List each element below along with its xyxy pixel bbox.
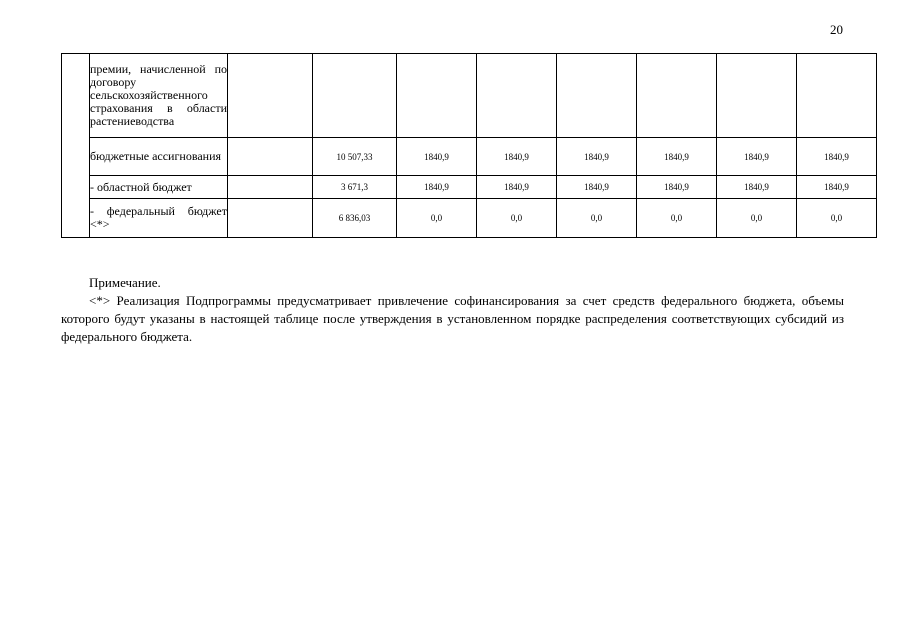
value-cell: 1840,9 — [797, 176, 877, 199]
value-cell — [797, 54, 877, 138]
table-row — [62, 54, 877, 138]
value-cell — [557, 54, 637, 138]
footnote-text: <*> Реализация Подпрограммы предусматривает привлечение софинансирования за счет средств федерального бюджета, объемы которого будут указаны в настоящей таблице после утверждения в установленном порядке распределения соответствующих субсидий из федерального бюджета. — [61, 293, 844, 344]
row-group-cell — [62, 54, 90, 238]
value-cell: 0,0 — [717, 199, 797, 238]
footnote-title: Примечание. — [89, 275, 161, 290]
value-cell: 6 836,03 — [313, 199, 397, 238]
blank-cell — [228, 138, 313, 176]
page-number: 20 — [830, 22, 843, 37]
value-cell: 1840,9 — [477, 176, 557, 199]
blank-cell — [228, 54, 313, 138]
value-cell — [717, 54, 797, 138]
value-cell: 1840,9 — [557, 176, 637, 199]
blank-cell — [228, 199, 313, 238]
row-label: бюджетные ассигнования — [90, 138, 228, 176]
value-cell: 0,0 — [557, 199, 637, 238]
value-cell: 1840,9 — [397, 138, 477, 176]
value-cell: 1840,9 — [637, 138, 717, 176]
value-cell — [397, 54, 477, 138]
value-cell: 0,0 — [477, 199, 557, 238]
value-cell: 0,0 — [397, 199, 477, 238]
value-cell: 3 671,3 — [313, 176, 397, 199]
budget-table — [61, 53, 877, 238]
value-cell — [477, 54, 557, 138]
table-row — [62, 199, 877, 238]
row-label: премии, начисленной по договору сельскохозяйственного страхования в области растениеводства — [90, 54, 228, 138]
value-cell: 0,0 — [797, 199, 877, 238]
row-label: - федеральный бюджет <*> — [90, 199, 228, 238]
table-row — [62, 176, 877, 199]
value-cell: 1840,9 — [717, 176, 797, 199]
value-cell: 1840,9 — [717, 138, 797, 176]
value-cell — [313, 54, 397, 138]
value-cell: 1840,9 — [637, 176, 717, 199]
blank-cell — [228, 176, 313, 199]
row-label: - областной бюджет — [90, 176, 228, 199]
footnote — [61, 274, 844, 346]
value-cell: 1840,9 — [797, 138, 877, 176]
value-cell — [637, 54, 717, 138]
value-cell: 1840,9 — [477, 138, 557, 176]
value-cell: 1840,9 — [397, 176, 477, 199]
table-row — [62, 138, 877, 176]
value-cell: 0,0 — [637, 199, 717, 238]
value-cell: 10 507,33 — [313, 138, 397, 176]
value-cell: 1840,9 — [557, 138, 637, 176]
